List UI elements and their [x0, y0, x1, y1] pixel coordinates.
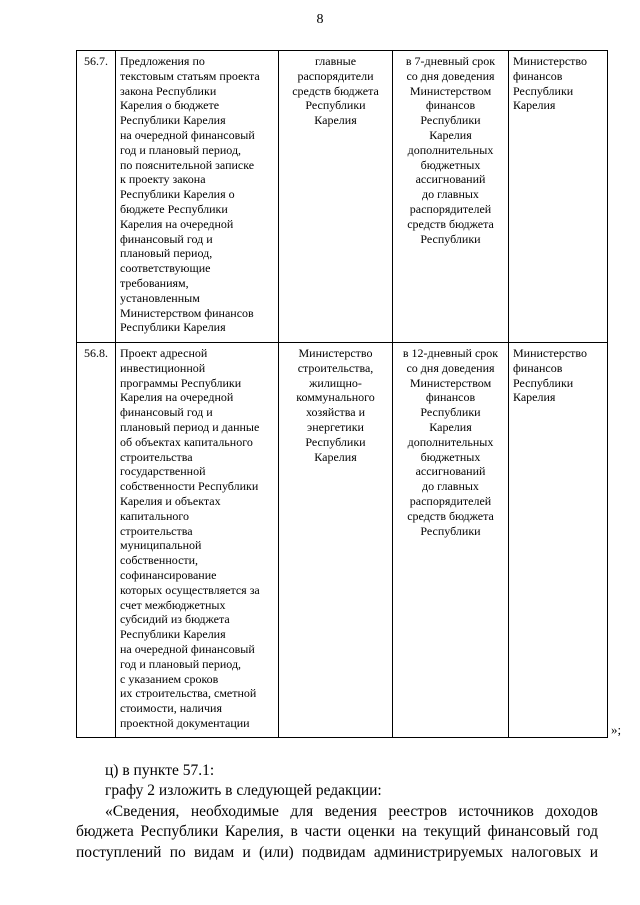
deadline-line: Министерством [409, 83, 492, 98]
deadline-line: дополнительных [407, 142, 494, 157]
executor-line: коммунального [296, 390, 375, 405]
document-name-line: Карелия и объектах [120, 493, 221, 508]
executor-line: главные [314, 54, 357, 68]
paragraph-quote-line-2: бюджета Республики Карелия, в части оценки на текущий финансовый год [76, 823, 598, 841]
executor-line: хозяйства и [305, 405, 366, 420]
document-name-line: закона Республики [120, 83, 217, 98]
document-name-line: Министерством финансов [120, 305, 254, 320]
document-name-line: финансовый год и [120, 405, 213, 420]
budget-table [76, 50, 608, 738]
executor-line: распорядители [297, 68, 374, 83]
executor-line: жилищно- [309, 375, 362, 390]
cell-recipient [509, 343, 608, 738]
document-name-line: об объектах капитального [120, 434, 253, 449]
document-name-line: Карелия на очередной [120, 390, 234, 405]
cell-document-name [116, 343, 279, 738]
deadline-line: Министерством [409, 375, 492, 390]
paragraph-quote-line-1: «Сведения, необходимые для ведения реестров источников доходов [105, 802, 598, 820]
deadline-line: распорядителей [409, 493, 492, 508]
deadline-line: ассигнований [415, 172, 486, 187]
executor-line: средств бюджета [292, 83, 379, 98]
recipient-line: Министерство [513, 346, 587, 360]
deadline-line: со дня доведения [406, 68, 495, 83]
body-text [76, 761, 598, 863]
document-name-line: Республики Карелия [120, 627, 226, 642]
executor-line: энергетики [307, 419, 364, 434]
document-name-line: субсидий из бюджета [120, 612, 230, 627]
document-name-line: к проекту закона [120, 172, 206, 187]
deadline-line: Карелия [429, 419, 472, 434]
deadline-line: бюджетных [420, 449, 481, 464]
deadline-line: Карелия [429, 127, 472, 142]
document-name-line: программы Республики [120, 375, 242, 390]
paragraph-column-2: графу 2 изложить в следующей редакции: [105, 782, 382, 800]
deadline-line: бюджетных [420, 157, 481, 172]
document-name-line: плановый период, [120, 246, 213, 261]
recipient-line: финансов [513, 360, 563, 375]
document-name-line: плановый период и данные [120, 419, 260, 434]
document-name-line: собственности, [120, 553, 199, 568]
document-name-line: требованиям, [120, 275, 189, 290]
document-name-line: строительства [120, 449, 193, 464]
document-name-line: их строительства, сметной [120, 686, 257, 701]
recipient-line: Карелия [513, 390, 556, 405]
document-name-line: финансовый год и [120, 231, 213, 246]
document-name-line: Республики Карелия [120, 320, 226, 335]
document-name-line: год и плановый период, [120, 656, 242, 671]
executor-line: Карелия [314, 113, 357, 128]
cell-recipient [509, 51, 608, 343]
recipient-line: Республики [513, 83, 574, 98]
deadline-line: в 7-дневный срок [405, 54, 496, 68]
table-row [77, 343, 608, 738]
document-name-line: соответствующие [120, 261, 211, 276]
cell-document-name [116, 51, 279, 343]
document-name-line: Республики Карелия о [120, 187, 235, 202]
document-name-line: год и плановый период, [120, 142, 242, 157]
deadline-line: Республики [420, 113, 481, 128]
document-name-line: Республики Карелия [120, 113, 226, 128]
deadline-line: ассигнований [415, 464, 486, 479]
document-name-line: по пояснительной записке [120, 157, 255, 172]
paragraph-quote-line-3: поступлений по видам и (или) подвидам администрируемых налоговых и [76, 843, 598, 861]
executor-line: строительства, [297, 360, 374, 375]
document-name-line: софинансирование [120, 567, 217, 582]
document-name-line: которых осуществляется за [120, 582, 260, 597]
cell-row-number: 56.7. [77, 51, 116, 343]
document-name-line: Карелия на очередной [120, 216, 234, 231]
deadline-line: финансов [425, 98, 476, 113]
document-name-line: на очередной финансовый [120, 641, 255, 656]
document-name-line: с указанием сроков [120, 671, 219, 686]
document-name-line: на очередной финансовый [120, 127, 255, 142]
recipient-line: Карелия [513, 98, 556, 113]
executor-line: Министерство [298, 346, 373, 360]
document-name-line: капитального [120, 508, 189, 523]
cell-deadline [393, 343, 509, 738]
document-name-line: установленным [120, 290, 200, 305]
executor-line: Республики [305, 98, 366, 113]
deadline-line: до главных [422, 187, 479, 202]
deadline-line: распорядителей [409, 201, 492, 216]
recipient-line: финансов [513, 68, 563, 83]
document-name-line: Карелия о бюджете [120, 98, 220, 113]
recipient-line: Республики [513, 375, 574, 390]
document-name-line: строительства [120, 523, 193, 538]
recipient-line: Министерство [513, 54, 587, 68]
deadline-line: до главных [422, 479, 479, 494]
document-name-line: муниципальной [120, 538, 202, 553]
deadline-line: Республики [420, 405, 481, 420]
document-name-line: счет межбюджетных [120, 597, 226, 612]
deadline-line: со дня доведения [406, 360, 495, 375]
deadline-line: средств бюджета [407, 216, 494, 231]
document-name-line: собственности Республики [120, 479, 259, 494]
cell-executor [279, 51, 393, 343]
page-number: 8 [316, 12, 324, 27]
document-name-line: бюджете Республики [120, 201, 228, 216]
document-name-line: Предложения по [120, 54, 205, 68]
deadline-line: средств бюджета [407, 508, 494, 523]
deadline-line: Республики [420, 231, 481, 246]
closing-quote-mark: »; [611, 722, 622, 737]
cell-row-number: 56.8. [77, 343, 116, 738]
document-name-line: инвестиционной [120, 360, 206, 375]
document-name-line: текстовым статьям проекта [120, 68, 260, 83]
document-name-line: стоимости, наличия [120, 701, 222, 716]
document-name-line: проектной документации [120, 715, 250, 730]
table-row [77, 51, 608, 343]
executor-line: Карелия [314, 449, 357, 464]
deadline-line: дополнительных [407, 434, 494, 449]
document-name-line: государственной [120, 464, 206, 479]
document-name-line: Проект адресной [120, 346, 208, 360]
cell-deadline [393, 51, 509, 343]
paragraph-item-c: ц) в пункте 57.1: [105, 762, 215, 779]
executor-line: Республики [305, 434, 366, 449]
cell-executor [279, 343, 393, 738]
deadline-line: в 12-дневный срок [402, 346, 499, 360]
deadline-line: Республики [420, 523, 481, 538]
deadline-line: финансов [425, 390, 476, 405]
